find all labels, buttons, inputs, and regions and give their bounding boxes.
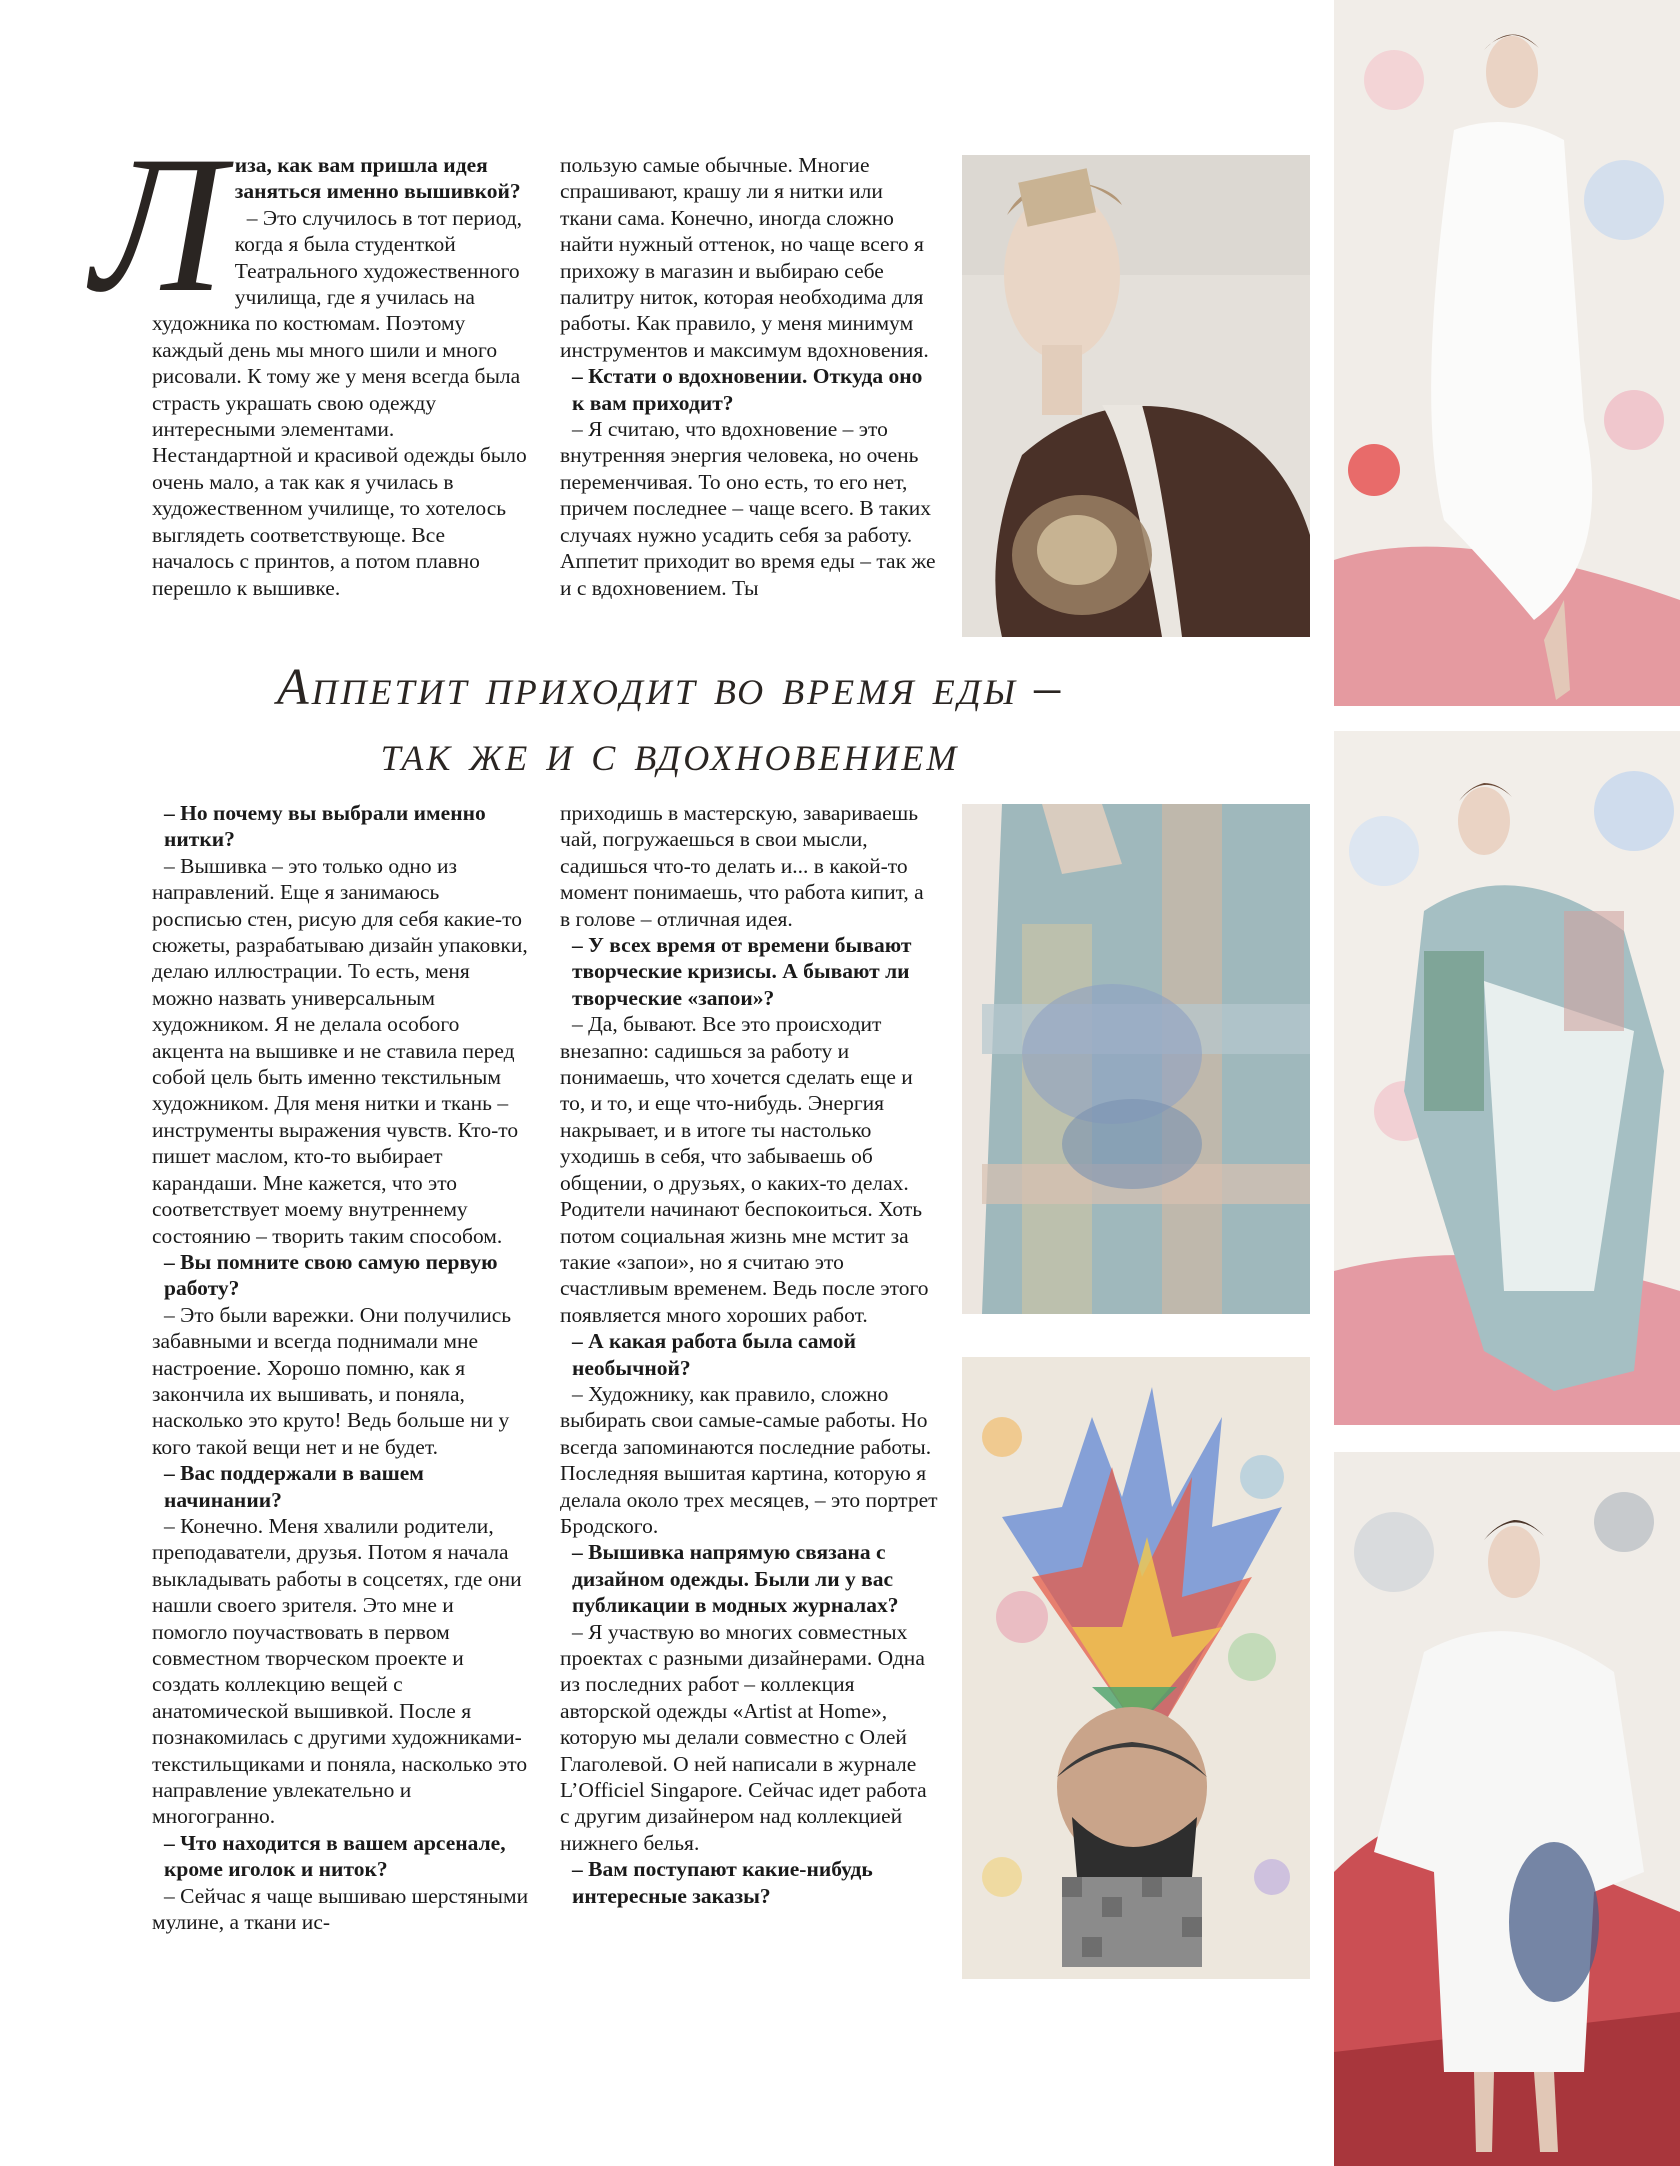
article-column-2 — [560, 152, 938, 601]
model-photo-3 — [1334, 1452, 1680, 2166]
article-paragraph: – Я участвую во многих совместных проектах с разными дизайнерами. Одна из последних работ – коллекция авторской одежды «Artist at Home», которую мы делали совместно с Олей Глаголевой. О ней написали в журнале L’Officiel Singapore. Сейчас идет работа с другим дизайнером над коллекцией нижнего белья. — [560, 1619, 927, 1855]
model-photo-1 — [1334, 0, 1680, 706]
article-paragraph: – Это случилось в тот период, когда я была студенткой Театрального художественного училища, где я училась на художника по костюмам. Поэтому каждый день мы много шили и много рисовали. К тому же у меня всегда была страсть украшать свою одежду интересными элементами. Нестандартной и красивой одежды было очень мало, а так как я училась в художественном училище, то хотелось выглядеть соответствующе. Все началось с принтов, а потом плавно перешло к вышивке. — [152, 205, 527, 600]
portrait-photo — [962, 155, 1310, 637]
article-paragraph: приходишь в мастерскую, завариваешь чай, погружаешься в свои мысли, садишься что-то делать и... в какой-то момент понимаешь, что работа кипит, а в голове – отличная идея. — [560, 801, 924, 931]
interview-question: – Вам поступают какие-нибудь интересные заказы? — [572, 1857, 873, 1908]
article-column-1 — [92, 116, 527, 601]
interview-question: – У всех время от времени бывают творческие кризисы. А бывают ли творческие «запои»? — [572, 933, 912, 1010]
interview-question: – Что находится в вашем арсенале, кроме иголок и ниток? — [164, 1830, 506, 1882]
pull-quote-line-2: так же и с вдохновением — [380, 725, 960, 782]
interview-question: – Вас поддержали в вашем начинании? — [164, 1461, 424, 1512]
drop-cap: Л — [92, 116, 225, 333]
interview-question: – Кстати о вдохновении. Откуда оно к вам приходит? — [572, 364, 923, 415]
artwork-photo — [962, 1357, 1310, 1979]
article-paragraph: – Конечно. Меня хвалили родители, преподаватели, друзья. Потом я начала выкладывать работы в соцсетях, где они нашли своего зрителя. Это мне и помогло поучаствовать в первом совместном творческом проекте и создать коллекцию вещей с анатомической вышивкой. После я познакомилась с другими художниками-текстильщиками и поняла, насколько это направление увлекательно и многогранно. — [152, 1513, 528, 1829]
article-paragraph: – Да, бывают. Все это происходит внезапно: садишься за работу и понимаешь, что хочется сделать еще и то, и то, и еще что-нибудь. Энергия накрывает, и в итоге ты настолько уходишь в себя, что забываешь об общении, о друзьях, о каких-то делах. Родители начинают беспокоиться. Хоть потом социальная жизнь мне мстит за такие «запои», но я считаю это счастливым временем. Ведь после этого появляется много хороших работ. — [560, 1012, 929, 1327]
article-paragraph: – Вышивка – это только одно из направлений. Еще я занимаюсь росписью стен, рисую для себя какие-то сюжеты, разрабатываю дизайн упаковки, делаю иллюстрации. То есть, меня можно назвать универсальным художником. Я не делала особого акцента на вышивке и не ставила перед собой цель быть именно текстильным художником. Для меня нитки и ткань – инструменты выражения чувств. Кто-то пишет маслом, кто-то выбирает карандаши. Мне кажется, что это соответствует моему внутреннему состоянию – творить таким способом. — [152, 853, 528, 1248]
pull-quote — [150, 655, 1190, 787]
article-paragraph: пользую самые обычные. Многие спрашивают, крашу ли я нитки или ткани сама. Конечно, иногда сложно найти нужный оттенок, но чаще всего я прихожу в магазин и выбираю себе палитру ниток, которая необходима для работы. Как правило, у меня минимум инструментов и максимум вдохновения. — [560, 153, 929, 362]
model-photo-2 — [1334, 731, 1680, 1425]
interview-question: – А какая работа была самой необычной? — [572, 1329, 857, 1380]
interview-question: иза, как вам пришла идея заняться именно вышивкой? — [234, 153, 521, 204]
article-paragraph: – Это были варежки. Они получились забавными и всегда поднимали мне настроение. Хорошо помню, как я закончила их вышивать, и поняла, насколько это круто! Ведь больше ни у кого такой вещи нет и не будет. — [152, 1302, 512, 1459]
interview-question: – Но почему вы выбрали именно нитки? — [164, 801, 486, 852]
pull-quote-line-1: Аппетит приходит во время еды – — [276, 659, 1064, 716]
article-column-3 — [152, 800, 530, 1935]
article-paragraph: – Художнику, как правило, сложно выбирать свои самые-самые работы. Но всегда запоминаются последние работы. Последняя вышитая картина, которую я делала около трех месяцев, – это портрет Бродского. — [560, 1381, 938, 1538]
interview-question: – Вышивка напрямую связана с дизайном одежды. Были ли у вас публикации в модных журналах? — [572, 1540, 899, 1618]
article-paragraph: – Я считаю, что вдохновение – это внутренняя энергия человека, но очень переменчивая. То оно есть, то его нет, причем последнее – чаще всего. В таких случаях нужно усадить себя за работу. Аппетит приходит во время еды – так же и с вдохновением. Ты — [560, 417, 936, 600]
article-column-4 — [560, 800, 938, 1909]
coat-closeup-photo — [962, 804, 1310, 1314]
article-paragraph: – Сейчас я чаще вышиваю шерстяными мулине, а ткани ис- — [152, 1883, 529, 1935]
interview-question: – Вы помните свою самую первую работу? — [164, 1249, 498, 1301]
